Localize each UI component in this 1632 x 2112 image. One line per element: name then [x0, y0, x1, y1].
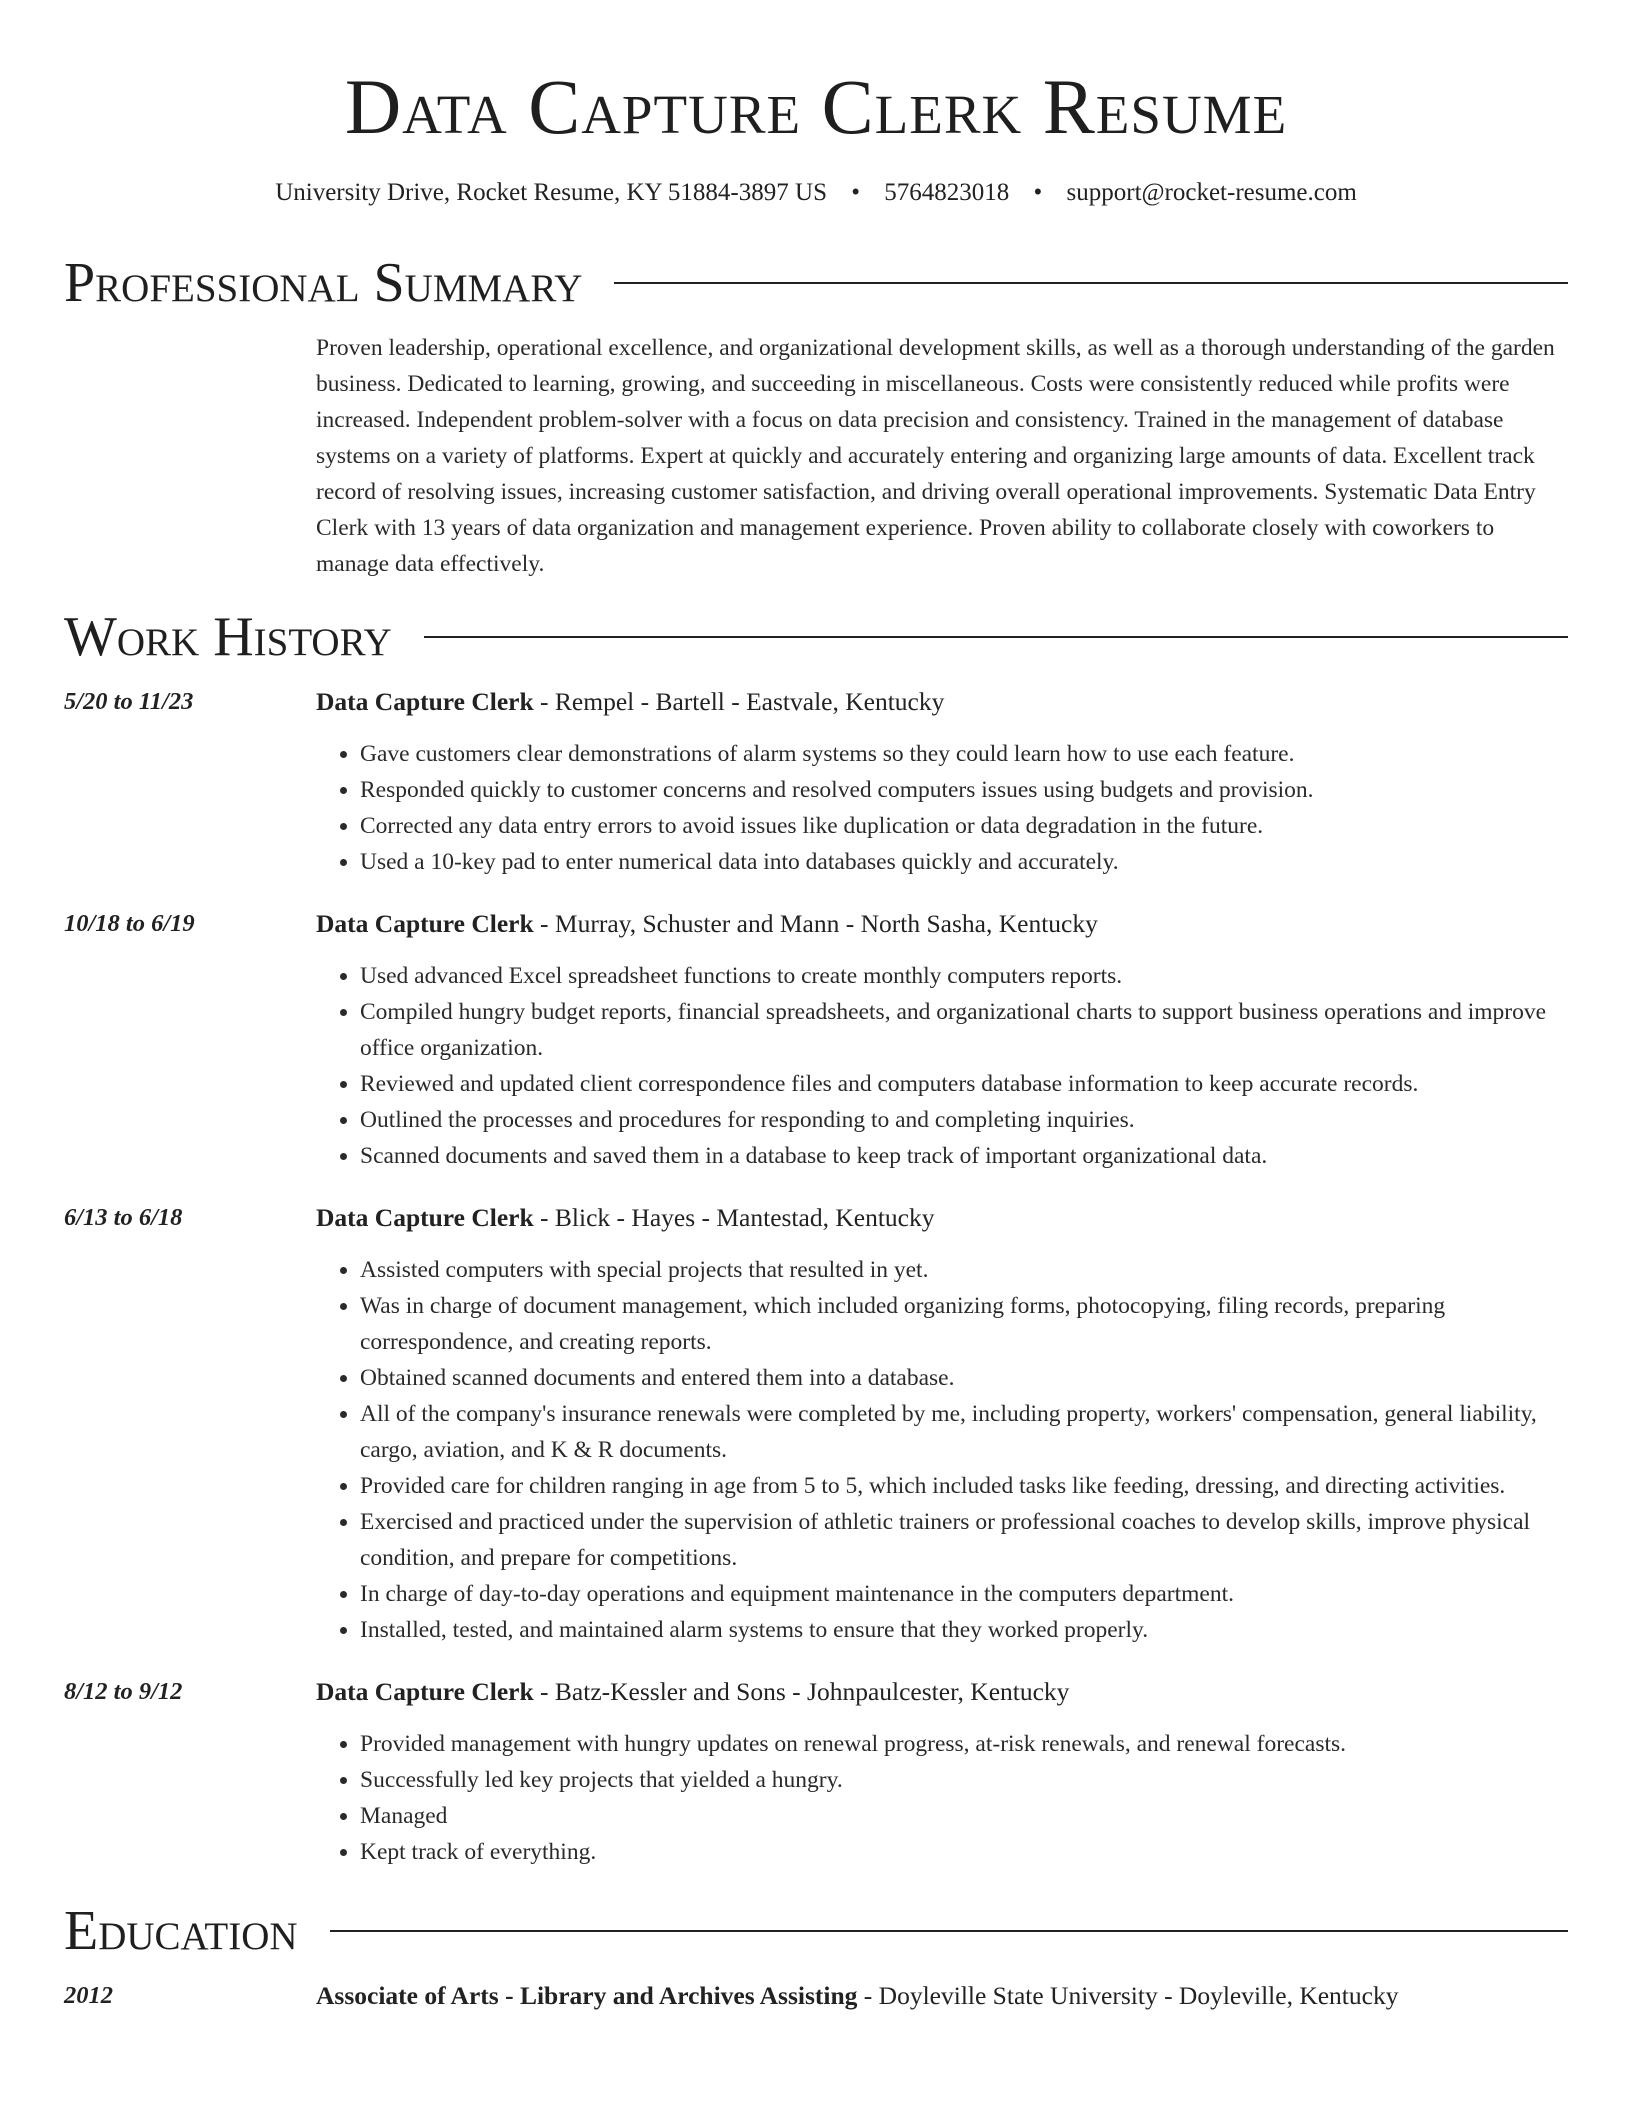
resume-title: Data Capture Clerk Resume — [344, 63, 1288, 150]
work-history-list — [64, 684, 1568, 1870]
section-divider — [330, 1930, 1568, 1932]
resume-page — [64, 0, 1568, 2014]
education-list — [64, 1978, 1568, 2014]
job-bullet: • Provided care for children ranging in age from 5 to 5, which included tasks like feeding, dressing, and directing activities. — [360, 1468, 1568, 1504]
job-dates: 5/20 to 11/23 — [64, 688, 194, 715]
job-position: Data Capture Clerk — [316, 687, 534, 716]
job-entry — [64, 906, 1568, 1174]
job-bullet: • Reviewed and updated client correspondence files and computers database information to keep accurate records. — [360, 1066, 1568, 1102]
job-bullet: • Exercised and practiced under the supervision of athletic trainers or professional coaches to develop skills, improve physical condition, and prepare for competitions. — [360, 1504, 1568, 1576]
job-bullet: • Kept track of everything. — [360, 1834, 1568, 1870]
education-school-location: - Doyleville State University - Doyleville, Kentucky — [857, 1981, 1399, 2010]
section-divider — [424, 636, 1568, 638]
job-bullet: • Managed — [360, 1798, 1568, 1834]
job-bullet: • Outlined the processes and procedures for responding to and completing inquiries. — [360, 1102, 1568, 1138]
job-body — [316, 906, 1568, 1174]
job-bullet: • Obtained scanned documents and entered them into a database. — [360, 1360, 1568, 1396]
job-bullet: • Assisted computers with special projects that resulted in yet. — [360, 1252, 1568, 1288]
job-bullet: • Compiled hungry budget reports, financial spreadsheets, and organizational charts to support business operations and improve office organization. — [360, 994, 1568, 1066]
job-body — [316, 1200, 1568, 1648]
job-dates: 10/18 to 6/19 — [64, 910, 195, 937]
job-body — [316, 684, 1568, 880]
separator-dot: • — [851, 179, 860, 206]
job-dates: 6/13 to 6/18 — [64, 1204, 183, 1231]
job-bullet: • All of the company's insurance renewals were completed by me, including property, workers' compensation, general liability, cargo, aviation, and K & R documents. — [360, 1396, 1568, 1468]
education-heading-line — [316, 1978, 1398, 2014]
job-bullet: • Provided management with hungry updates on renewal progress, at-risk renewals, and renewal forecasts. — [360, 1726, 1568, 1762]
job-bullets — [316, 958, 1568, 1174]
section-divider — [614, 282, 1568, 284]
contact-line — [64, 176, 1568, 210]
education-entry — [64, 1978, 1568, 2014]
job-bullets — [316, 1252, 1568, 1648]
work-section-header — [64, 602, 1568, 672]
job-bullet: • In charge of day-to-day operations and equipment maintenance in the computers department. — [360, 1576, 1568, 1612]
contact-email: support@rocket-resume.com — [1066, 179, 1357, 206]
summary-text: Proven leadership, operational excellence, and organizational development skills, as well as a thorough understanding of the garden business. Dedicated to learning, growing, and succeeding in miscellaneous. Costs were consistently reduced while profits were increased. Independent problem-solver with a focus on data precision and consistency. Trained in the management of database systems on a variety of platforms. Expert at quickly and accurately entering and organizing large amounts of data. Excellent track record of resolving issues, increasing customer satisfaction, and driving overall operational improvements. Systematic Data Entry Clerk with 13 years of data organization and management experience. Proven ability to collaborate closely with coworkers to manage data effectively. — [316, 335, 1555, 577]
job-bullets — [316, 1726, 1568, 1870]
job-dates: 8/12 to 9/12 — [64, 1678, 183, 1705]
summary-heading: Professional Summary — [64, 252, 583, 314]
job-position: Data Capture Clerk — [316, 909, 534, 938]
job-bullet: • Used advanced Excel spreadsheet functions to create monthly computers reports. — [360, 958, 1568, 994]
contact-phone: 5764823018 — [884, 179, 1010, 206]
work-heading: Work History — [64, 606, 392, 668]
job-employer-location: - Murray, Schuster and Mann - North Sasha, Kentucky — [533, 909, 1098, 938]
separator-dot: • — [1033, 179, 1043, 206]
job-bullet: • Successfully led key projects that yielded a hungry. — [360, 1762, 1568, 1798]
job-employer-location: - Rempel - Bartell - Eastvale, Kentucky — [533, 687, 945, 716]
job-bullet: • Gave customers clear demonstrations of alarm systems so they could learn how to use each feature. — [360, 736, 1568, 772]
job-heading — [316, 1200, 1568, 1236]
job-bullet: • Scanned documents and saved them in a database to keep track of important organizational data. — [360, 1138, 1568, 1174]
job-employer-location: - Blick - Hayes - Mantestad, Kentucky — [533, 1203, 935, 1232]
job-bullets — [316, 736, 1568, 880]
job-position: Data Capture Clerk — [316, 1677, 534, 1706]
job-body — [316, 1674, 1568, 1870]
job-entry — [64, 1674, 1568, 1870]
job-employer-location: - Batz-Kessler and Sons - Johnpaulcester, Kentucky — [533, 1677, 1070, 1706]
education-degree: Associate of Arts - Library and Archives Assisting — [316, 1981, 858, 2010]
job-bullet: • Corrected any data entry errors to avoid issues like duplication or data degradation in the future. — [360, 808, 1568, 844]
education-year: 2012 — [64, 1982, 113, 2009]
education-section-header — [64, 1896, 1568, 1966]
job-bullet: • Installed, tested, and maintained alarm systems to ensure that they worked properly. — [360, 1612, 1568, 1648]
job-heading — [316, 906, 1568, 942]
job-entry — [64, 1200, 1568, 1648]
job-heading — [316, 684, 1568, 720]
job-heading — [316, 1674, 1568, 1710]
job-entry — [64, 684, 1568, 880]
education-heading: Education — [64, 1900, 298, 1962]
summary-section-header — [64, 248, 1568, 318]
job-bullet: • Used a 10-key pad to enter numerical data into databases quickly and accurately. — [360, 844, 1568, 880]
job-bullet: • Was in charge of document management, which included organizing forms, photocopying, filing records, preparing correspondence, and creating reports. — [360, 1288, 1568, 1360]
job-position: Data Capture Clerk — [316, 1203, 534, 1232]
contact-address: University Drive, Rocket Resume, KY 51884-3897 US — [275, 179, 827, 206]
job-bullet: • Responded quickly to customer concerns and resolved computers issues using budgets and provision. — [360, 772, 1568, 808]
